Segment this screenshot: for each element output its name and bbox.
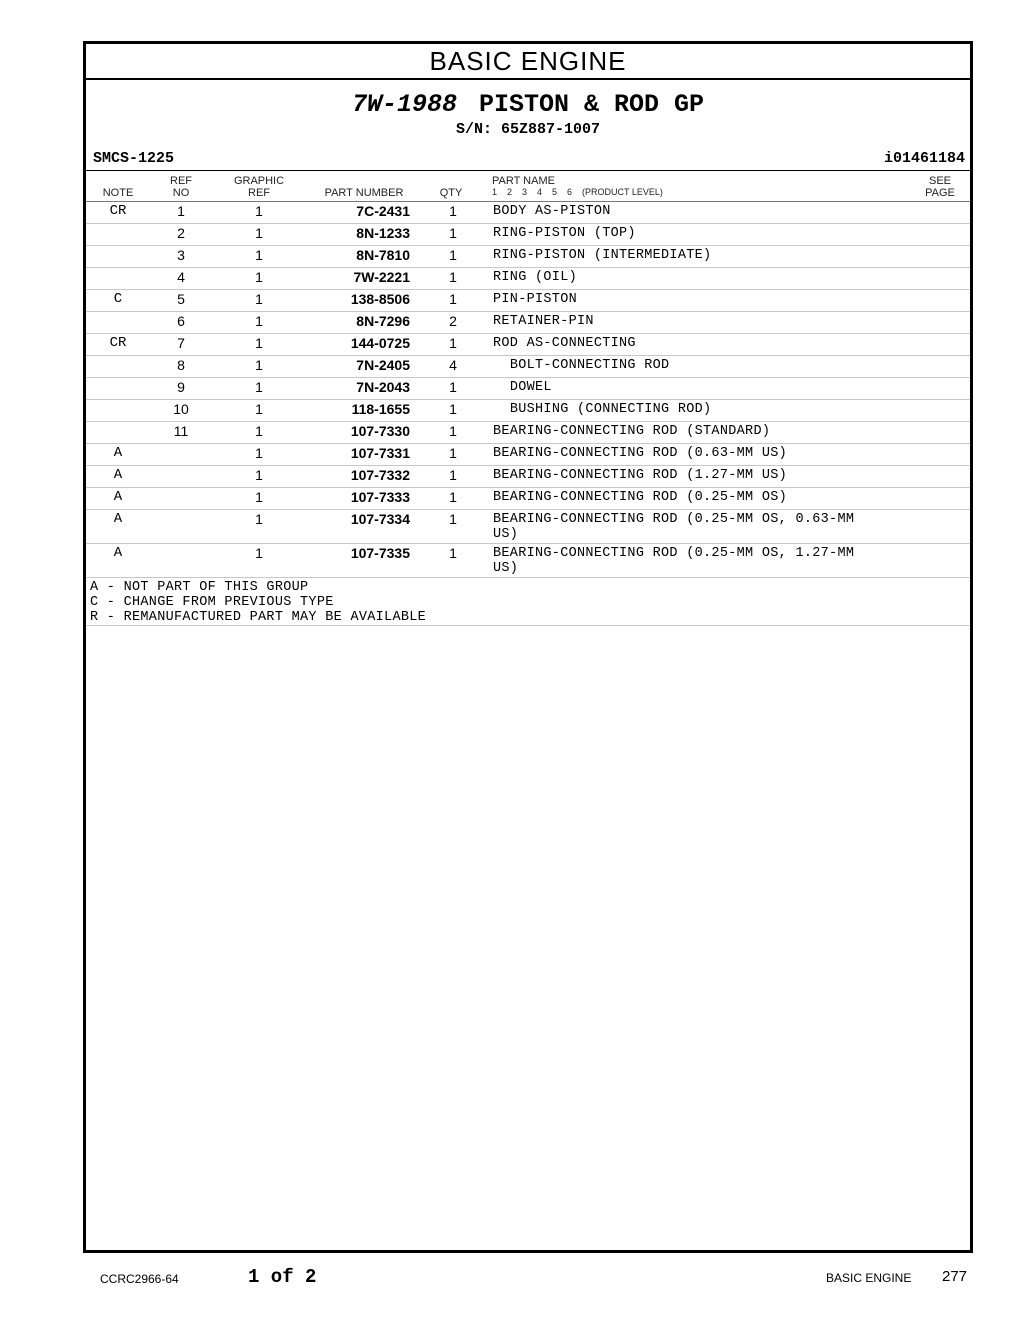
table-row	[86, 378, 970, 400]
note-cell: CR	[109, 203, 127, 219]
part-name-cell: RING-PISTON (TOP)	[493, 226, 636, 241]
col-qty: QTY	[439, 187, 463, 199]
qty-cell: 1	[449, 401, 457, 417]
note-cell: A	[113, 511, 123, 527]
part-name-cell: RETAINER-PIN	[493, 314, 594, 329]
ref-no-cell: 9	[177, 379, 185, 395]
footer-page-number: 277	[942, 1268, 968, 1285]
graphic-ref-cell: 1	[255, 247, 263, 263]
part-number-cell: 107-7334	[350, 511, 410, 527]
part-number-cell: 107-7331	[350, 445, 410, 461]
table-row	[86, 290, 970, 312]
note-cell: C	[113, 291, 123, 307]
col-part-name: PART NAME	[492, 175, 555, 187]
part-name-cell: BOLT-CONNECTING ROD	[493, 358, 670, 373]
footer-doc-code: CCRC2966-64	[100, 1272, 179, 1286]
ref-no-cell: 7	[177, 335, 185, 351]
qty-cell: 1	[449, 269, 457, 285]
part-name-cell: BEARING-CONNECTING ROD (0.25-MM OS)	[493, 490, 788, 505]
part-name-cell: RING-PISTON (INTERMEDIATE)	[493, 248, 712, 263]
part-name-cell: BUSHING (CONNECTING ROD)	[493, 402, 712, 417]
part-name-cell: BEARING-CONNECTING ROD (0.63-MM US)	[493, 446, 788, 461]
graphic-ref-cell: 1	[255, 489, 263, 505]
qty-cell: 4	[449, 357, 457, 373]
graphic-ref-cell: 1	[255, 335, 263, 351]
legend	[86, 578, 970, 626]
group-name: PISTON & ROD GP	[478, 90, 705, 119]
qty-cell: 2	[449, 313, 457, 329]
table-row	[86, 444, 970, 466]
ref-no-cell: 5	[177, 291, 185, 307]
part-number-cell: 138-8506	[350, 291, 410, 307]
qty-cell: 1	[449, 445, 457, 461]
group-number: 7W-1988	[351, 90, 457, 119]
col-part-number: PART NUMBER	[324, 187, 404, 199]
col-product-level: 1 2 3 4 5 6 (PRODUCT LEVEL)	[492, 187, 663, 197]
note-cell: A	[113, 545, 123, 561]
graphic-ref-cell: 1	[255, 545, 263, 561]
table-row	[86, 202, 970, 224]
part-number-cell: 7N-2405	[356, 357, 410, 373]
part-number-cell: 8N-7810	[356, 247, 410, 263]
column-header	[86, 171, 970, 202]
ref-no-cell: 8	[177, 357, 185, 373]
footer-page-count: 1 of 2	[248, 1266, 317, 1288]
qty-cell: 1	[449, 247, 457, 263]
table-row	[86, 312, 970, 334]
footer-section: BASIC ENGINE	[826, 1271, 912, 1285]
table-row	[86, 224, 970, 246]
col-ref-top: REF	[170, 175, 192, 187]
graphic-ref-cell: 1	[255, 467, 263, 483]
part-number-cell: 8N-7296	[356, 313, 410, 329]
section-title: BASIC ENGINE	[86, 44, 970, 80]
legend-item: C - CHANGE FROM PREVIOUS TYPE	[90, 595, 334, 610]
part-name-cell: DOWEL	[493, 380, 552, 395]
graphic-ref-cell: 1	[255, 401, 263, 417]
ref-no-cell: 1	[177, 203, 185, 219]
table-row	[86, 268, 970, 290]
part-name-cell: BEARING-CONNECTING ROD (STANDARD)	[493, 424, 771, 439]
table-row	[86, 488, 970, 510]
part-number-cell: 107-7332	[350, 467, 410, 483]
serial-number: S/N: 65Z887-1007	[455, 121, 601, 138]
table-row	[86, 334, 970, 356]
table-row	[86, 356, 970, 378]
part-number-cell: 7N-2043	[356, 379, 410, 395]
part-name-cell: BODY AS-PISTON	[493, 204, 611, 219]
graphic-ref-cell: 1	[255, 313, 263, 329]
qty-cell: 1	[449, 291, 457, 307]
smcs-code: SMCS-1225	[93, 150, 175, 167]
ref-no-cell: 11	[173, 423, 189, 439]
part-name-cell: BEARING-CONNECTING ROD (1.27-MM US)	[493, 468, 788, 483]
legend-item: A - NOT PART OF THIS GROUP	[90, 580, 309, 595]
graphic-ref-cell: 1	[255, 511, 263, 527]
part-number-cell: 107-7330	[350, 423, 410, 439]
qty-cell: 1	[449, 511, 457, 527]
graphic-ref-cell: 1	[255, 445, 263, 461]
ref-no-cell: 3	[177, 247, 185, 263]
doc-identifier: i01461184	[883, 150, 965, 167]
part-number-cell: 8N-1233	[356, 225, 410, 241]
part-name-cell: BEARING-CONNECTING ROD (0.25-MM OS, 1.27-MM US)	[493, 546, 855, 576]
col-ref-bottom: NO	[172, 187, 190, 199]
col-graphic-bottom: REF	[248, 187, 270, 199]
qty-cell: 1	[449, 335, 457, 351]
part-name-cell: ROD AS-CONNECTING	[493, 336, 636, 351]
part-number-cell: 107-7333	[350, 489, 410, 505]
note-cell: A	[113, 489, 123, 505]
col-note: NOTE	[102, 187, 134, 199]
qty-cell: 1	[449, 225, 457, 241]
smcs-row	[86, 150, 970, 171]
legend-item: R - REMANUFACTURED PART MAY BE AVAILABLE	[90, 610, 427, 625]
part-number-cell: 118-1655	[351, 401, 410, 417]
part-name-cell: PIN-PISTON	[493, 292, 578, 307]
ref-no-cell: 10	[173, 401, 189, 417]
table-row	[86, 246, 970, 268]
graphic-ref-cell: 1	[255, 379, 263, 395]
page-footer	[0, 1266, 1020, 1290]
note-cell: CR	[109, 335, 127, 351]
qty-cell: 1	[449, 203, 457, 219]
part-number-cell: 7W-2221	[353, 269, 410, 285]
graphic-ref-cell: 1	[255, 269, 263, 285]
group-title	[86, 90, 970, 119]
graphic-ref-cell: 1	[255, 423, 263, 439]
qty-cell: 1	[449, 423, 457, 439]
graphic-ref-cell: 1	[255, 203, 263, 219]
table-row	[86, 544, 970, 578]
qty-cell: 1	[449, 467, 457, 483]
table-row	[86, 466, 970, 488]
col-see-top: SEE	[928, 175, 952, 187]
table-row	[86, 422, 970, 444]
ref-no-cell: 6	[177, 313, 185, 329]
table-row	[86, 510, 970, 544]
page-frame	[83, 41, 973, 1253]
note-cell: A	[113, 467, 123, 483]
note-cell: A	[113, 445, 123, 461]
part-number-cell: 107-7335	[350, 545, 410, 561]
parts-table	[86, 202, 970, 578]
graphic-ref-cell: 1	[255, 357, 263, 373]
graphic-ref-cell: 1	[255, 225, 263, 241]
qty-cell: 1	[449, 545, 457, 561]
table-row	[86, 400, 970, 422]
col-graphic-top: GRAPHIC	[233, 175, 285, 187]
part-number-cell: 7C-2431	[356, 203, 410, 219]
ref-no-cell: 4	[177, 269, 185, 285]
part-name-cell: BEARING-CONNECTING ROD (0.25-MM OS, 0.63-MM US)	[493, 512, 855, 542]
qty-cell: 1	[449, 489, 457, 505]
col-see-bottom: PAGE	[925, 187, 955, 199]
qty-cell: 1	[449, 379, 457, 395]
part-name-cell: RING (OIL)	[493, 270, 578, 285]
ref-no-cell: 2	[177, 225, 185, 241]
graphic-ref-cell: 1	[255, 291, 263, 307]
part-number-cell: 144-0725	[350, 335, 410, 351]
